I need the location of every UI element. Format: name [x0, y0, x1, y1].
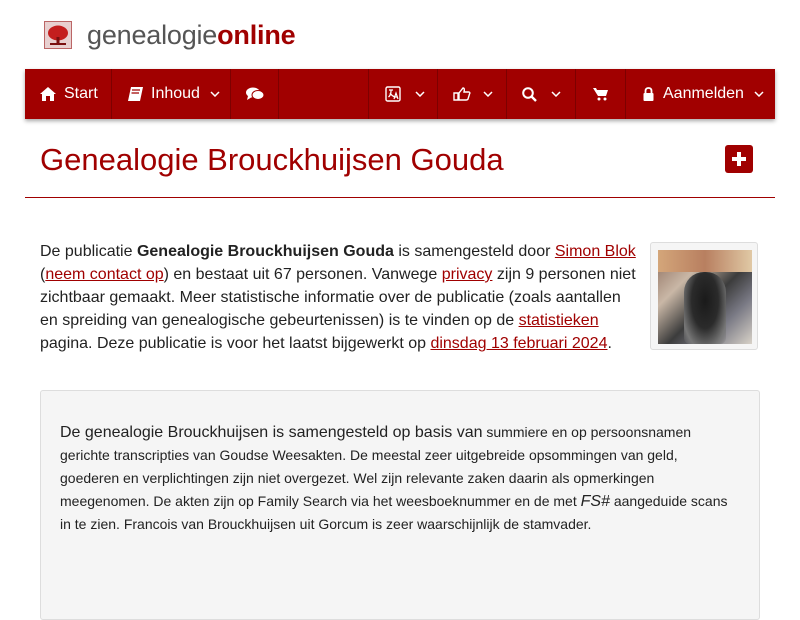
search-icon — [522, 87, 537, 102]
description-lead: De genealogie Brouckhuijsen is samengesteld op basis van — [60, 424, 483, 441]
main-navbar — [25, 69, 775, 119]
home-icon — [40, 87, 56, 101]
publication-thumbnail[interactable] — [650, 242, 758, 350]
chevron-down-icon — [483, 91, 493, 97]
nav-share[interactable] — [438, 69, 507, 119]
book-icon — [128, 87, 143, 101]
tree-logo-icon — [44, 21, 72, 49]
author-link[interactable]: Simon Blok — [554, 243, 636, 260]
shopping-cart-icon — [593, 87, 609, 101]
nav-search[interactable] — [507, 69, 576, 119]
share-icon — [453, 87, 471, 101]
nav-inhoud[interactable] — [112, 69, 231, 119]
description-body: aangeduide scans in te zien. Francois van Brouckhuijsen uit Gorcum is zeer waarschijnlijk de stamvader. — [60, 493, 728, 532]
thumbnail-image — [658, 250, 752, 344]
nav-login[interactable] — [626, 69, 775, 119]
intro-text: De publicatie — [40, 243, 137, 260]
page-title: Genealogie Brouckhuijsen Gouda — [40, 142, 504, 177]
chevron-down-icon — [754, 91, 764, 97]
intro-text: . — [607, 335, 612, 352]
chevron-down-icon — [415, 91, 425, 97]
contact-link[interactable]: neem contact op — [45, 266, 164, 283]
brand-part-1: genealogie — [87, 20, 218, 50]
brand-part-2: online — [217, 20, 296, 50]
language-icon — [385, 86, 401, 102]
intro-text: is samengesteld door — [393, 243, 555, 260]
nav-login-label: Aanmelden — [663, 85, 744, 102]
brand-name — [87, 20, 295, 50]
publication-name: Genealogie Brouckhuijsen Gouda — [136, 243, 394, 260]
nav-cart[interactable] — [576, 69, 626, 119]
intro-text: zijn 9 personen niet zichtbaar gemaakt. Meer statistische informatie over de publicatie (zoals aantallen en spreiding van genealogische gebeurtenissen) is te vinden op de — [40, 266, 636, 329]
nav-inhoud-label: Inhoud — [151, 85, 200, 102]
nav-start[interactable] — [25, 69, 112, 119]
nav-spacer — [279, 69, 369, 119]
intro-text: pagina. Deze publicatie is voor het laatst bijgewerkt op — [40, 335, 431, 352]
nav-forum[interactable] — [231, 69, 279, 119]
nav-language[interactable] — [369, 69, 438, 119]
last-updated-link[interactable]: dinsdag 13 februari 2024 — [430, 335, 608, 352]
description-box — [40, 390, 760, 620]
site-logo[interactable] — [44, 20, 295, 50]
nav-start-label: Start — [64, 85, 98, 102]
plus-square-icon[interactable] — [725, 145, 753, 173]
title-row — [25, 128, 775, 198]
intro-text: ) en bestaat uit 67 personen. Vanwege — [163, 266, 442, 283]
comments-icon — [246, 87, 264, 101]
chevron-down-icon — [210, 91, 220, 97]
chevron-down-icon — [551, 91, 561, 97]
publication-intro — [40, 240, 640, 355]
intro-text: ( — [40, 266, 46, 283]
description-body: summiere en op persoonsnamen gerichte transcripties van Goudse Weesakten. De meestal zeer uitgebreide opsommingen van geld, goederen en verplichtingen zijn niet overgezet. Wel zijn relevante zaken daarin als opmerkingen meegenomen. De akten zijn op Family Search via het weesboeknummer en de met — [60, 424, 692, 509]
description-text — [60, 421, 740, 536]
privacy-link[interactable]: privacy — [441, 266, 493, 283]
statistics-link[interactable]: statistieken — [518, 312, 599, 329]
lock-icon — [643, 87, 654, 101]
fs-label: FS# — [580, 493, 610, 510]
